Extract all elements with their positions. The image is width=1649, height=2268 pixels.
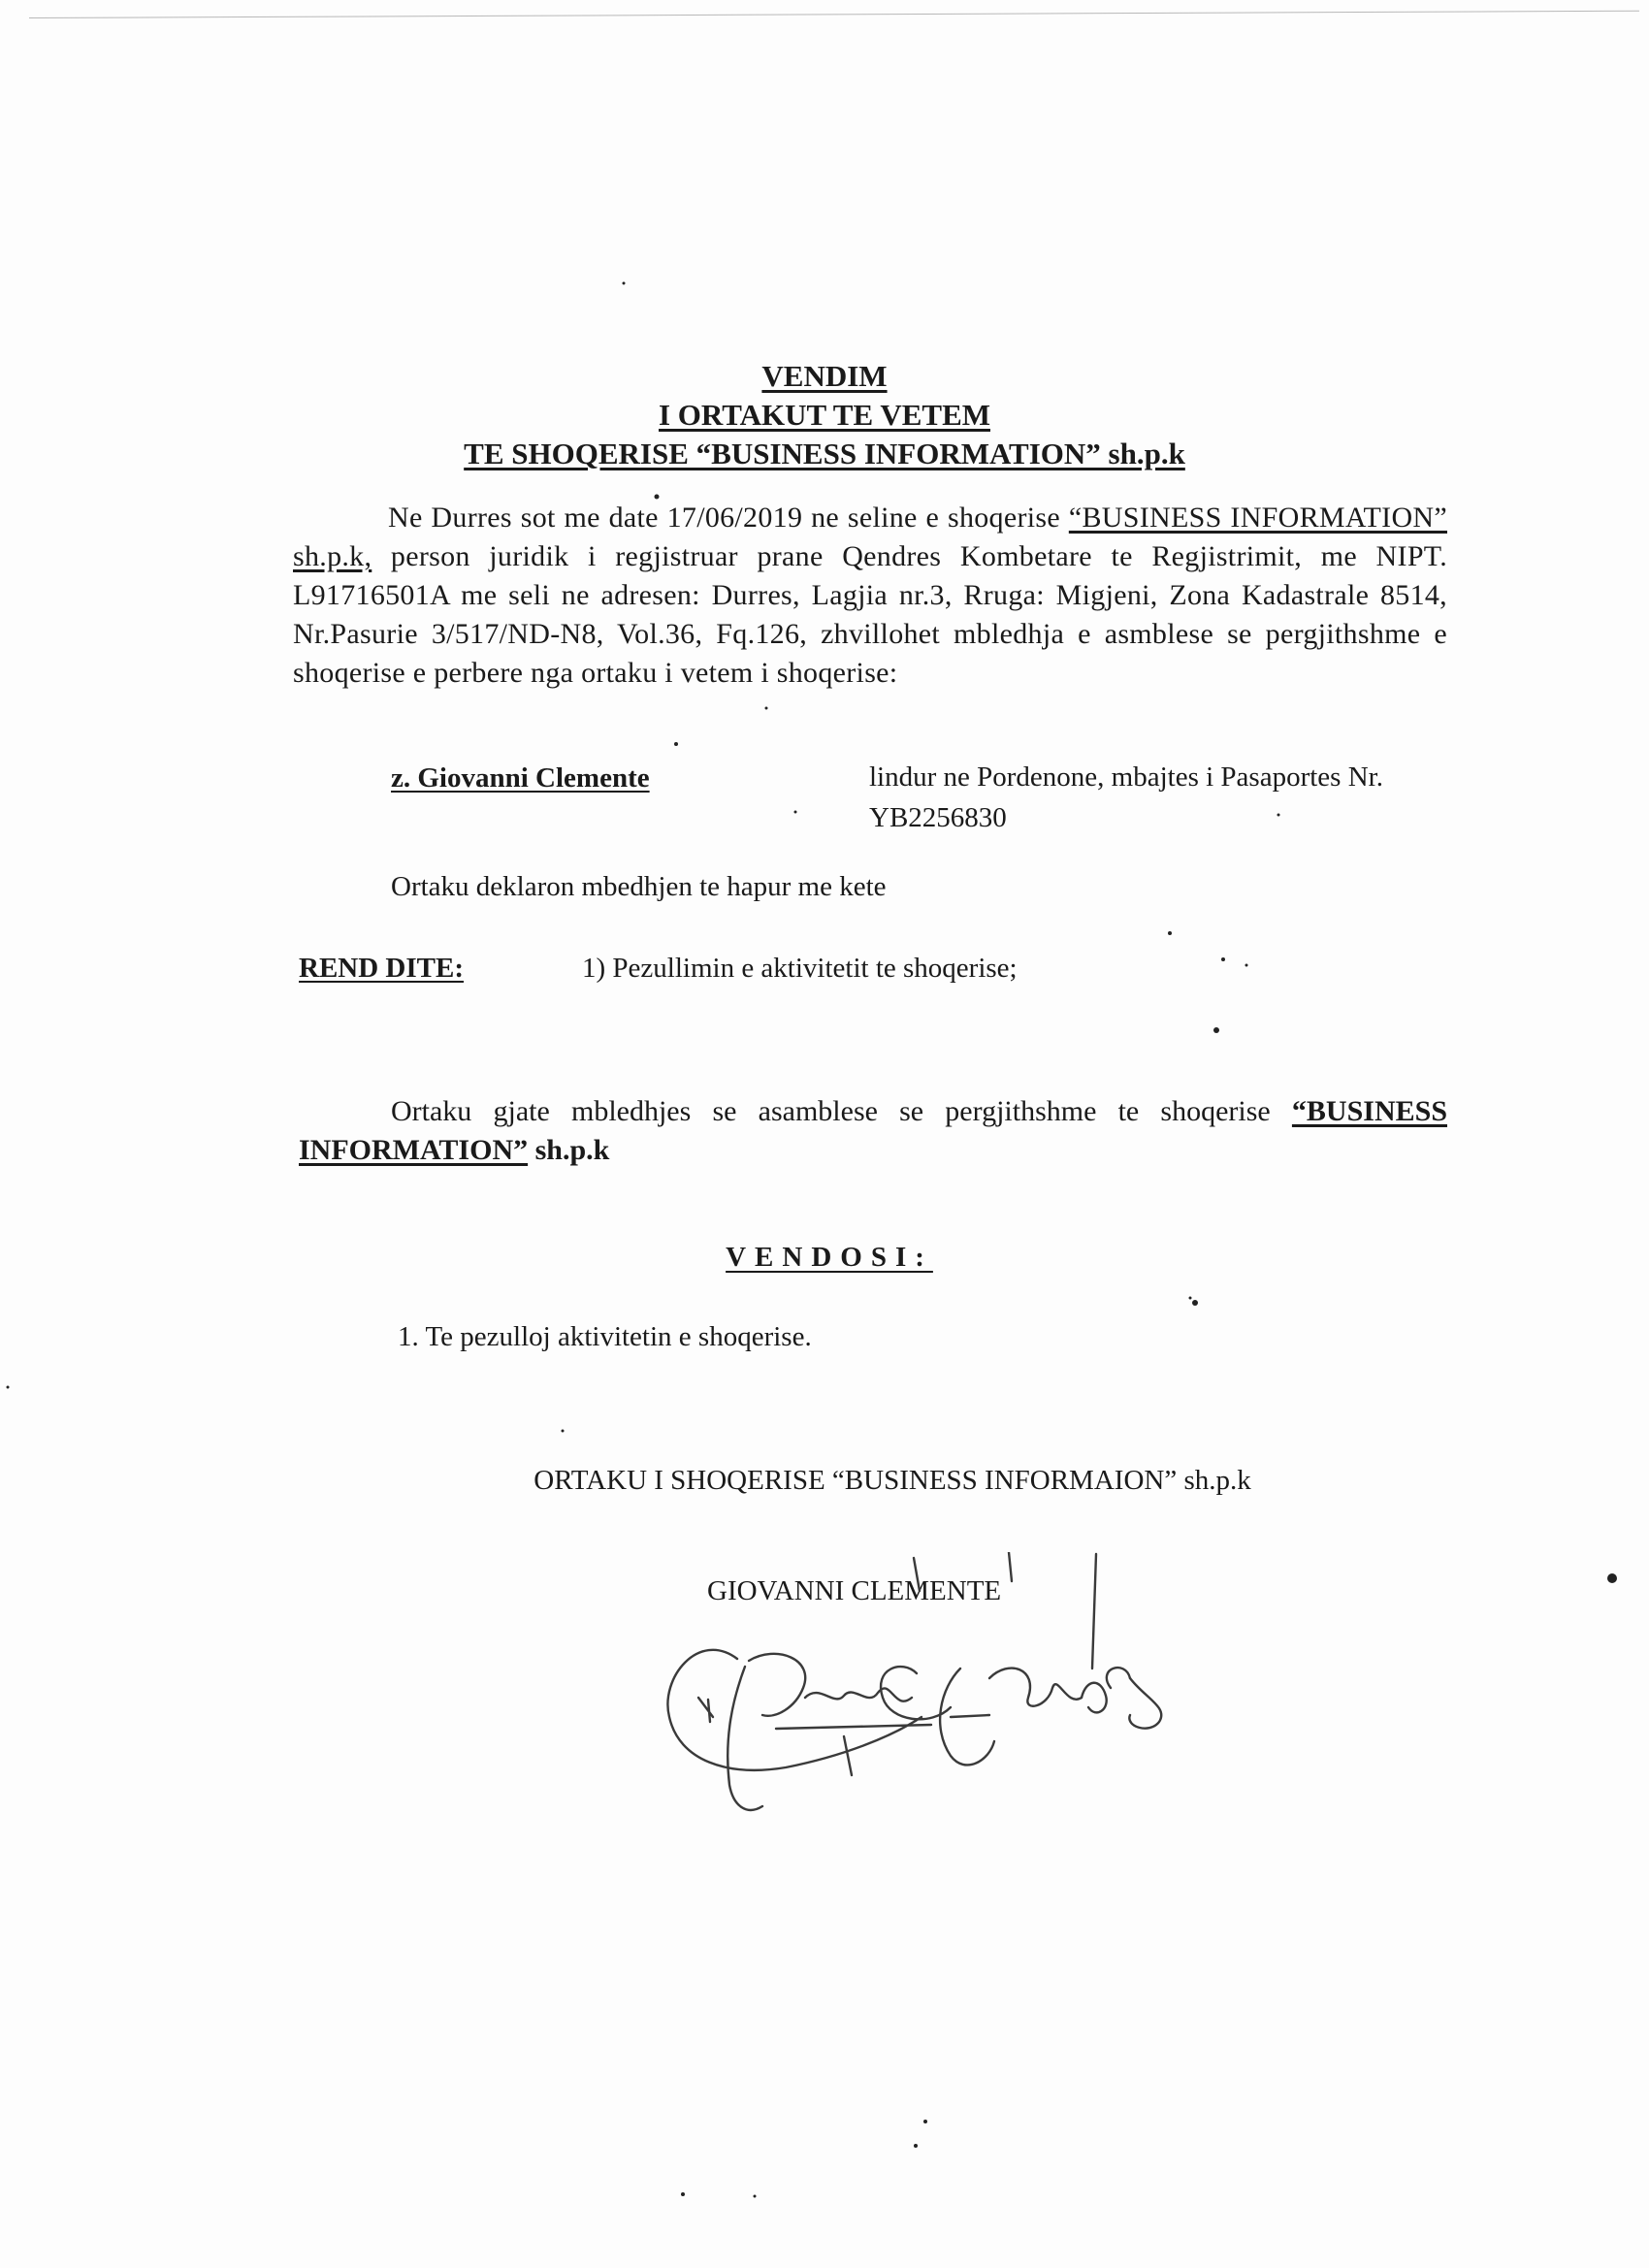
decision-heading-text: VENDOSI:: [726, 1242, 933, 1273]
handwritten-signature: [640, 1552, 1183, 1824]
agenda-item: 1) Pezullimin e aktivitetit te shoqerise;: [582, 953, 1018, 984]
agenda-label: REND DITE:: [299, 953, 464, 984]
decision-heading: [0, 1242, 1649, 1274]
meeting-company-suffix: sh.p.k: [528, 1134, 610, 1166]
title-line-1: VENDIM: [761, 359, 888, 393]
meeting-paragraph: [299, 1092, 1447, 1170]
meeting-text: Ortaku gjate mbledhjes se asamblese se pergjithshme te shoqerise: [391, 1095, 1292, 1127]
meeting-company-name: “BUSINESS INFORMATION”: [299, 1095, 1447, 1166]
scan-edge-line: [29, 11, 1639, 18]
signer-name: GIOVANNI CLEMENTE: [707, 1575, 1002, 1606]
closing-line: ORTAKU I SHOQERISE “BUSINESS INFORMAION” sh.p.k: [534, 1465, 1251, 1496]
decision-item: 1. Te pezulloj aktivitetin e shoqerise.: [398, 1321, 812, 1352]
title-line-3: TE SHOQERISE “BUSINESS INFORMATION” sh.p.k: [464, 437, 1185, 470]
partner-description: lindur ne Pordenone, mbajtes i Pasaportes Nr. YB2256830: [869, 761, 1383, 833]
intro-paragraph: [293, 499, 1447, 693]
document-title: [0, 357, 1649, 473]
intro-part-2: person juridik i regjistruar prane Qendres Kombetare te Regjistrimit, me NIPT. L91716501A me seli ne adresen: Durres, Lagjia nr.3, Rruga: Migjeni, Zona Kadastrale 8514, Nr.Pasurie 3/517/ND-N8, Vol.36, Fq.126, zhvillohet mbledhja e asmblese se pergjithshme e shoqerise e perbere nga ortaku i vetem i shoqerise:: [293, 540, 1447, 689]
declaration-text: Ortaku deklaron mbedhjen te hapur me kete: [391, 871, 887, 902]
intro-part-1: Ne Durres sot me date 17/06/2019 ne seline e shoqerise: [388, 502, 1069, 534]
partner-name: z. Giovanni Clemente: [391, 762, 650, 794]
title-line-2: I ORTAKUT TE VETEM: [658, 398, 990, 432]
intro-company-name: “BUSINESS INFORMATION” sh.p.k,: [293, 502, 1447, 572]
